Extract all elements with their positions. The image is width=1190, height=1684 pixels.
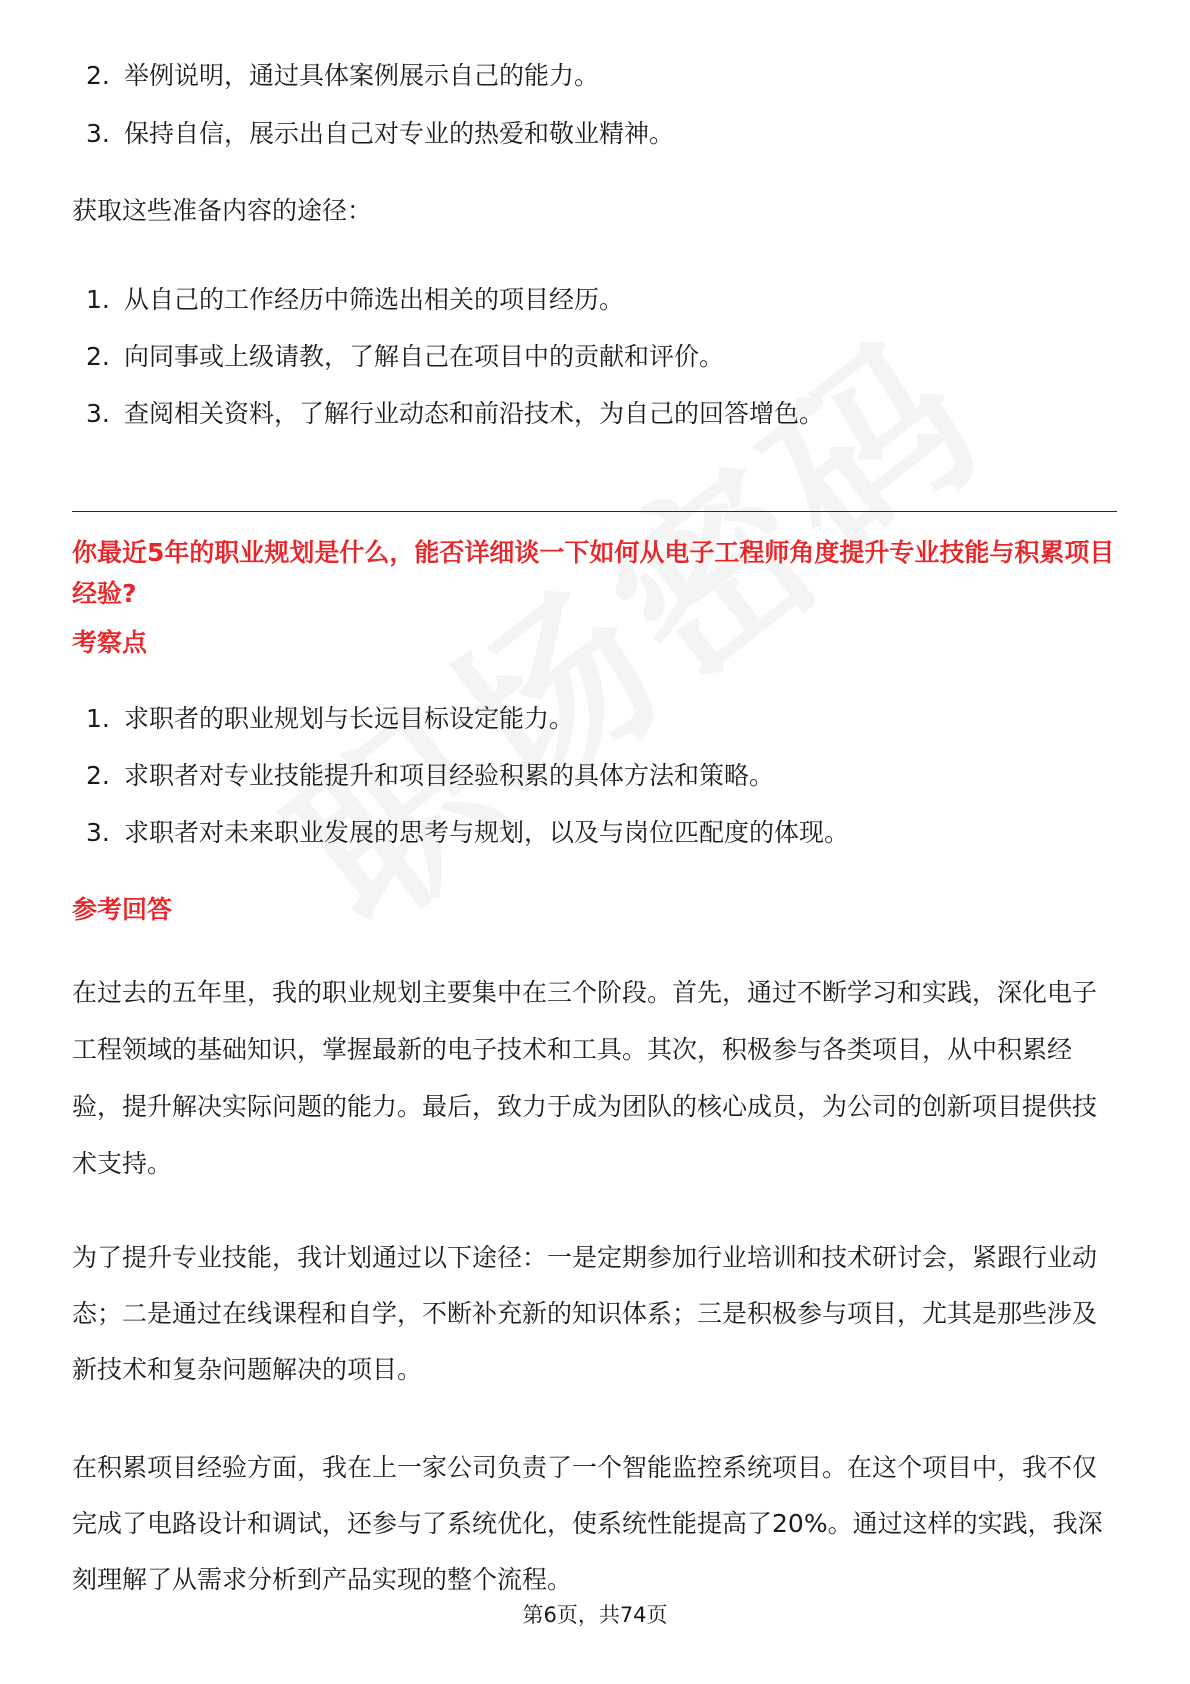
- list-number: 2.: [86, 761, 110, 790]
- page-footer: 第6页，共74页: [522, 1603, 668, 1627]
- list-text: 求职者对未来职业发展的思考与规划，以及与岗位匹配度的体现。: [124, 818, 850, 847]
- list-text: 保持自信，展示出自己对专业的热爱和敬业精神。: [124, 119, 675, 148]
- list-item: [86, 818, 849, 848]
- list-text: 举例说明，通过具体案例展示自己的能力。: [124, 61, 600, 90]
- list-item: [86, 704, 849, 734]
- list-number: 2.: [86, 342, 110, 371]
- list-text: 查阅相关资料，了解行业动态和前沿技术，为自己的回答增色。: [124, 399, 825, 428]
- prep-lead-text: 获取这些准备内容的途径：: [72, 196, 373, 225]
- prep-list: [86, 285, 824, 429]
- section-divider: [72, 511, 1117, 512]
- list-item: [86, 61, 674, 91]
- interview-question: 你最近5年的职业规划是什么，能否详细谈一下如何从电子工程师角度提升专业技能与积累项目经验?: [72, 538, 1115, 608]
- list-item: [86, 399, 824, 429]
- answer-paragraph: 在积累项目经验方面，我在上一家公司负责了一个智能监控系统项目。在这个项目中，我不仅完成了电路设计和调试，还参与了系统优化，使系统性能提高了20%。通过这样的实践，我深刻理解了从需求分析到产品实现的整个流程。: [72, 1453, 1103, 1594]
- list-number: 3.: [86, 818, 110, 847]
- list-item: [86, 119, 674, 149]
- list-text: 求职者对专业技能提升和项目经验积累的具体方法和策略。: [124, 761, 775, 790]
- list-number: 3.: [86, 119, 110, 148]
- answer-heading: 参考回答: [72, 895, 173, 924]
- list-number: 3.: [86, 399, 110, 428]
- list-number: 1.: [86, 704, 110, 733]
- answer-paragraph: 在过去的五年里，我的职业规划主要集中在三个阶段。首先，通过不断学习和实践，深化电子工程领域的基础知识，掌握最新的电子技术和工具。其次，积极参与各类项目，从中积累经验，提升解决实际问题的能力。最后，致力于成为团队的核心成员，为公司的创新项目提供技术支持。: [72, 978, 1098, 1178]
- list-item: [86, 761, 849, 791]
- focus-heading: 考察点: [72, 628, 148, 657]
- list-number: 1.: [86, 285, 110, 314]
- answer-paragraph: 为了提升专业技能，我计划通过以下途径：一是定期参加行业培训和技术研讨会，紧跟行业动态；二是通过在线课程和自学，不断补充新的知识体系；三是积极参与项目，尤其是那些涉及新技术和复杂问题解决的项目。: [72, 1243, 1098, 1384]
- list-number: 2.: [86, 61, 110, 90]
- list-text: 向同事或上级请教，了解自己在项目中的贡献和评价。: [124, 342, 725, 371]
- list-text: 从自己的工作经历中筛选出相关的项目经历。: [124, 285, 625, 314]
- tips-list: [86, 61, 674, 149]
- list-text: 求职者的职业规划与长远目标设定能力。: [124, 704, 575, 733]
- focus-list: [86, 704, 849, 848]
- list-item: [86, 342, 824, 372]
- list-item: [86, 285, 824, 315]
